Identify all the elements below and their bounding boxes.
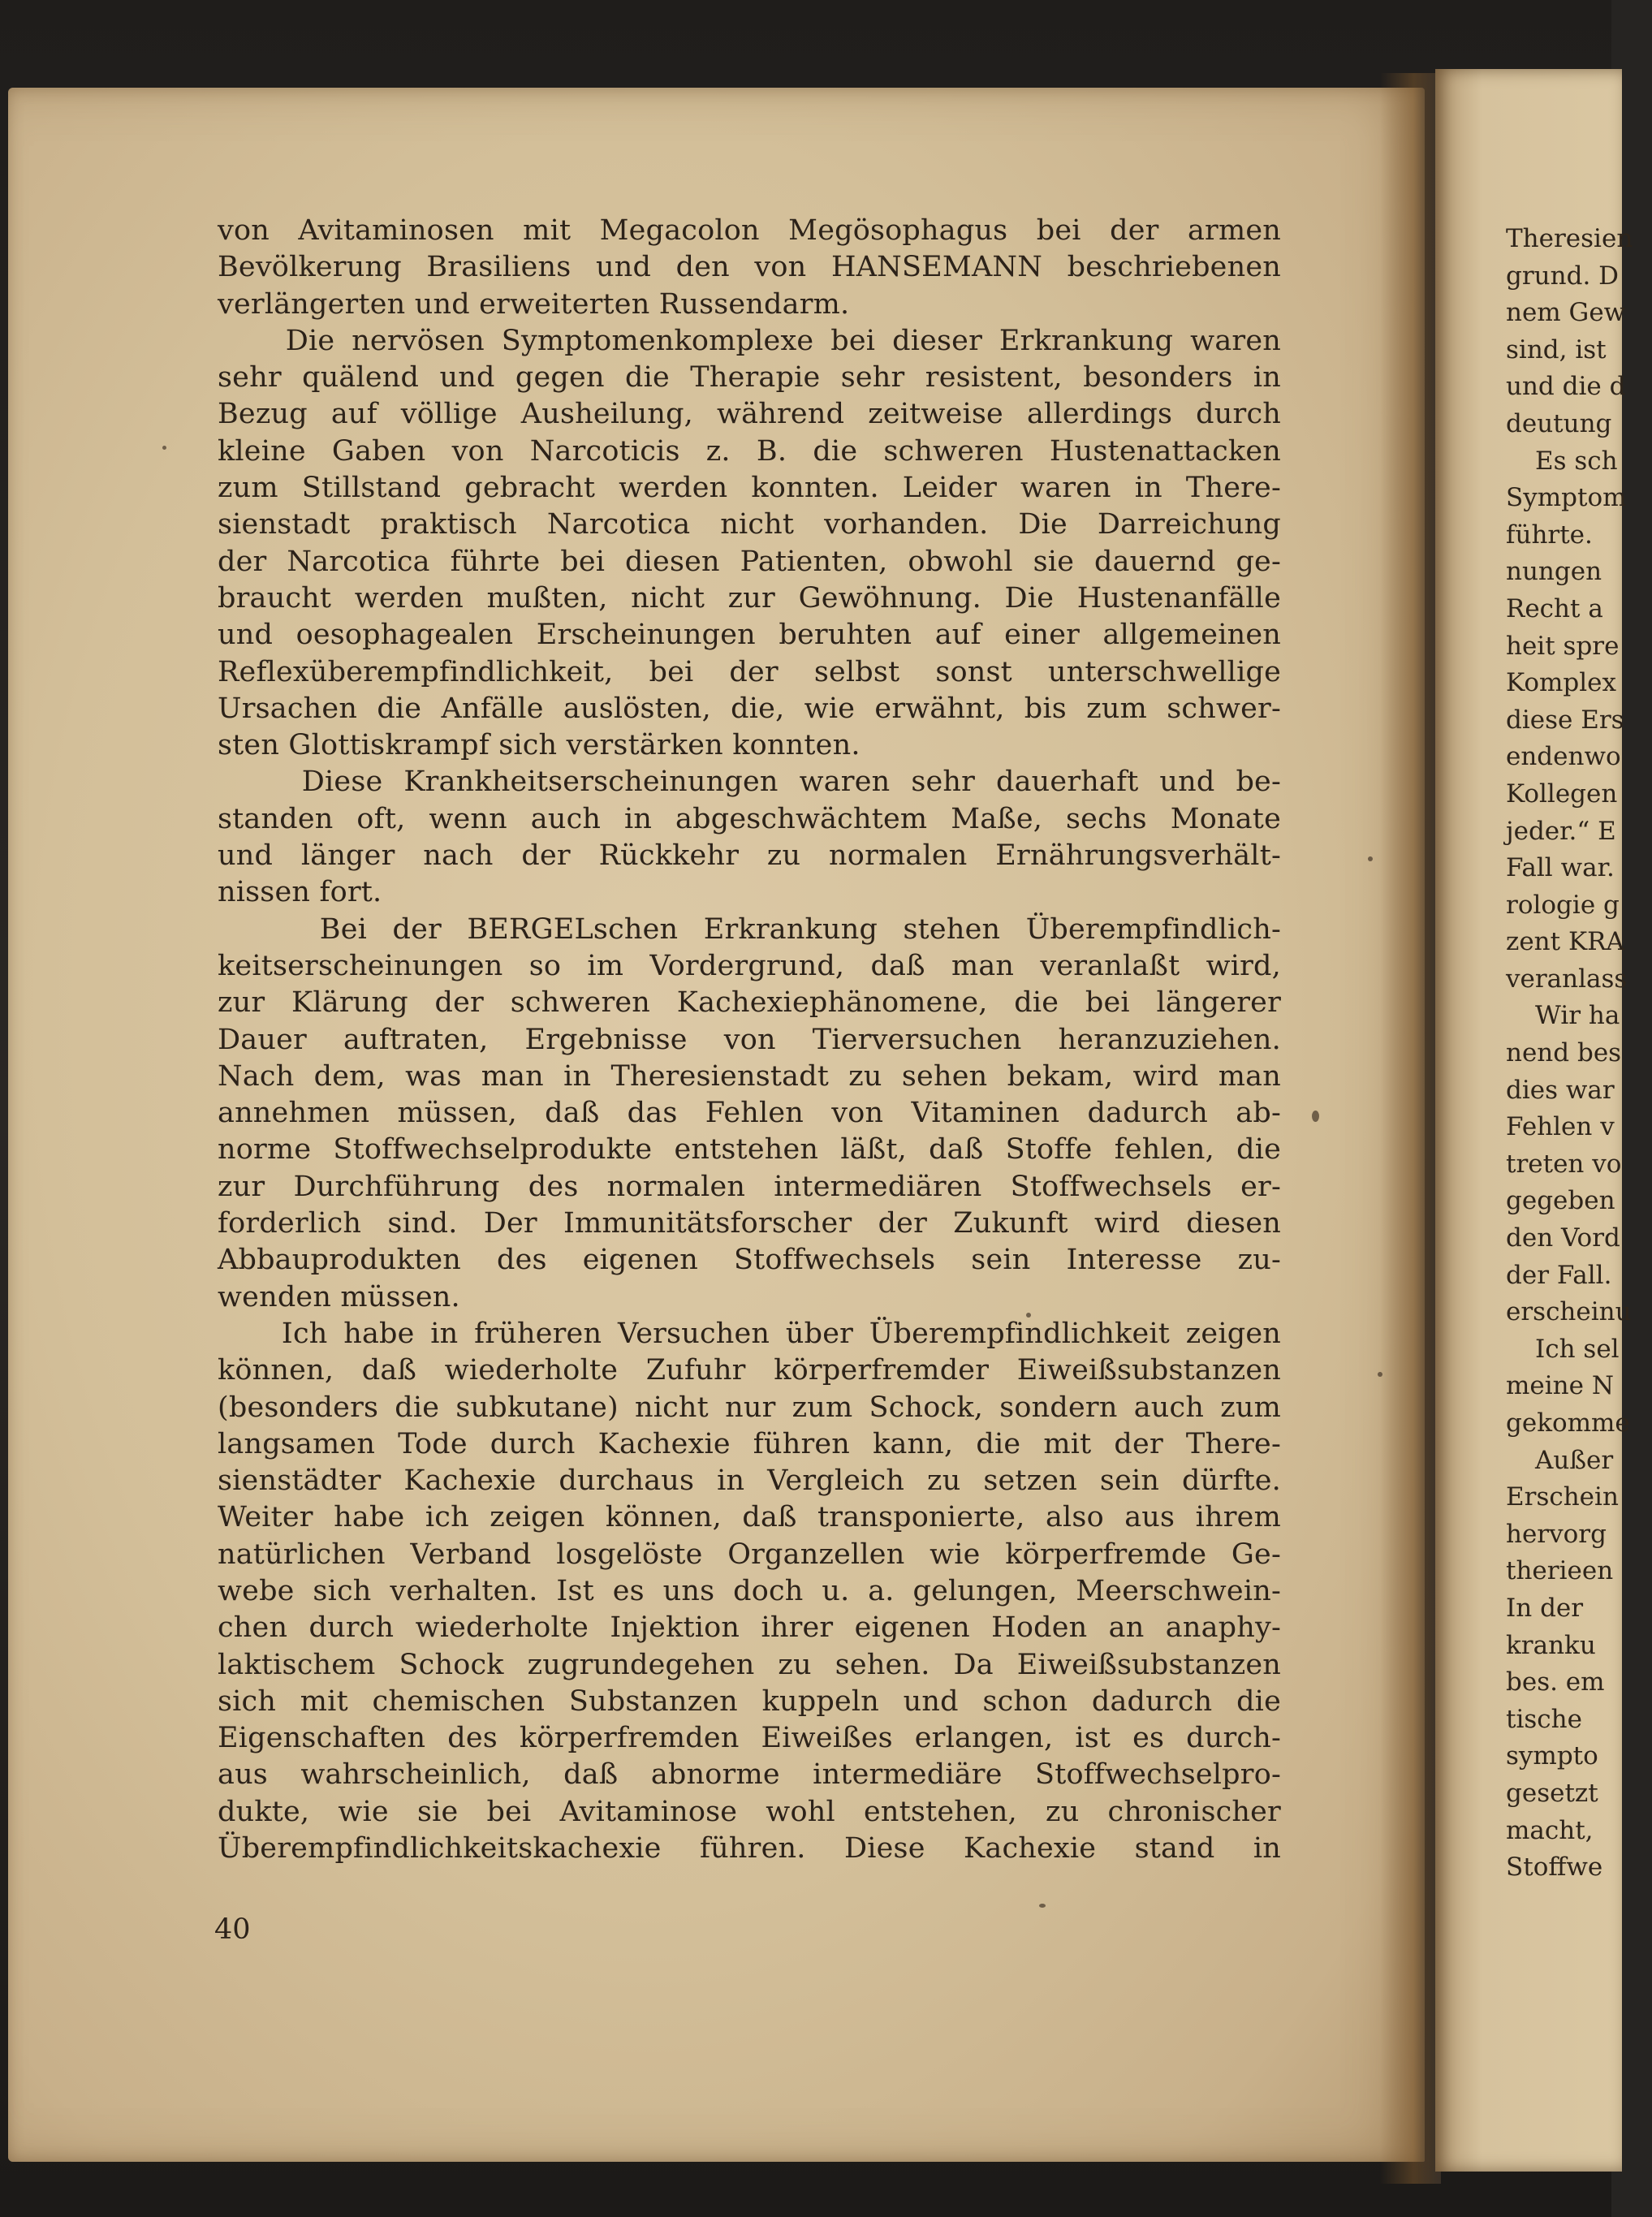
text-line: Bei der BERGELschen Erkrankung stehen Überempfindlich- xyxy=(218,912,1281,946)
text-line: wenden müssen. xyxy=(218,1280,460,1313)
facing-page-line: grund. D xyxy=(1506,261,1620,291)
paper-speck xyxy=(1368,856,1373,861)
text-line: Bevölkerung Brasiliens und den von HANSEMANN beschriebenen xyxy=(218,251,1281,284)
text-line: der Narcotica führte bei diesen Patienten, obwohl sie dauernd ge- xyxy=(218,545,1281,578)
text-line: und länger nach der Rückkehr zu normalen Ernährungsverhält- xyxy=(218,839,1281,873)
text-line: norme Stoffwechselprodukte entstehen läßt, daß Stoffe fehlen, die xyxy=(218,1133,1281,1167)
facing-page-line: den Vord xyxy=(1506,1223,1620,1253)
facing-page-line: Außer xyxy=(1535,1445,1614,1475)
text-line: annehmen müssen, daß das Fehlen von Vitaminen dadurch ab- xyxy=(218,1097,1281,1130)
main-text-block xyxy=(218,213,1281,1867)
facing-page-line: jeder.“ E xyxy=(1506,816,1616,846)
facing-page-line: zent KRA xyxy=(1506,927,1624,957)
facing-page-line: der Fall. xyxy=(1506,1260,1612,1290)
text-line: Die nervösen Symptomenkomplexe bei dieser Erkrankung waren xyxy=(218,324,1281,357)
text-line: zur Klärung der schweren Kachexiephänomene, die bei längerer xyxy=(218,986,1281,1020)
text-line: nissen fort. xyxy=(218,876,382,909)
text-line: Eigenschaften des körperfremden Eiweißes erlangen, ist es durch- xyxy=(218,1722,1281,1755)
facing-page-line: meine N xyxy=(1506,1371,1614,1401)
page-number: 40 xyxy=(214,1913,251,1946)
text-line: Weiter habe ich zeigen können, daß transponierte, also aus ihrem xyxy=(218,1501,1281,1534)
facing-page-line: nungen xyxy=(1506,557,1602,587)
text-line: standen oft, wenn auch in abgeschwächtem Maße, sechs Monate xyxy=(218,802,1281,835)
facing-page-line: gesetzt xyxy=(1506,1778,1598,1808)
text-line: sich mit chemischen Substanzen kuppeln und schon dadurch die xyxy=(218,1684,1281,1718)
facing-page-line: Stoffwe xyxy=(1506,1853,1603,1883)
text-line: laktischem Schock zugrundegehen zu sehen. Da Eiweißsubstanzen xyxy=(218,1648,1281,1681)
facing-page-line: bes. em xyxy=(1506,1667,1605,1697)
facing-page-line: gegeben xyxy=(1506,1186,1615,1216)
facing-page-line: Fall war. xyxy=(1506,853,1615,883)
facing-page-line: gekomme xyxy=(1506,1408,1630,1438)
text-line: Ich habe in früheren Versuchen über Überempfindlichkeit zeigen xyxy=(218,1317,1281,1350)
facing-page-line: deutung xyxy=(1506,408,1612,438)
facing-page-line: In der xyxy=(1506,1593,1584,1623)
facing-page-line: nem Gew xyxy=(1506,298,1626,328)
facing-page-line: therieen xyxy=(1506,1556,1614,1586)
text-line: sten Glottiskrampf sich verstärken konnten. xyxy=(218,729,861,762)
facing-page-line: treten vo xyxy=(1506,1149,1622,1179)
facing-page-line: führte. xyxy=(1506,520,1593,550)
book-gutter xyxy=(1380,73,1441,2184)
facing-page-line: Es sch xyxy=(1535,446,1618,476)
text-line: natürlichen Verband losgelöste Organzellen wie körperfremde Ge- xyxy=(218,1538,1281,1571)
facing-page-line: und die d xyxy=(1506,372,1626,402)
facing-page-line: endenwo xyxy=(1506,742,1621,772)
facing-page-line: kranku xyxy=(1506,1630,1596,1660)
facing-page-line: diese Ers xyxy=(1506,705,1624,735)
text-line: chen durch wiederholte Injektion ihrer eigenen Hoden an anaphy- xyxy=(218,1611,1281,1645)
text-line: sehr quälend und gegen die Therapie sehr resistent, besonders in xyxy=(218,361,1281,395)
text-line: können, daß wiederholte Zufuhr körperfremder Eiweißsubstanzen xyxy=(218,1354,1281,1387)
facing-page-line: Wir ha xyxy=(1535,1001,1620,1031)
facing-page-line: veranlass xyxy=(1506,964,1628,994)
text-line: forderlich sind. Der Immunitätsforscher der Zukunft wird diesen xyxy=(218,1207,1281,1240)
text-line: langsamen Tode durch Kachexie führen kann, die mit der There- xyxy=(218,1427,1281,1460)
text-line: Dauer auftraten, Ergebnisse von Tierversuchen heranzuziehen. xyxy=(218,1023,1281,1056)
paper-speck xyxy=(162,446,166,450)
facing-page-line: Symptom xyxy=(1506,483,1627,513)
text-line: zur Durchführung des normalen intermediären Stoffwechsels er- xyxy=(218,1170,1281,1203)
text-line: von Avitaminosen mit Megacolon Megösophagus bei der armen xyxy=(218,214,1281,247)
text-line: (besonders die subkutane) nicht nur zum Schock, sondern auch zum xyxy=(218,1391,1281,1424)
facing-page-line: hervorg xyxy=(1506,1519,1607,1549)
paper-speck xyxy=(1312,1111,1319,1122)
facing-page-line: sind, ist xyxy=(1506,334,1607,364)
paper-speck xyxy=(1378,1372,1382,1377)
text-line: Überempfindlichkeitskachexie führen. Diese Kachexie stand in xyxy=(218,1832,1281,1865)
facing-page-line: dies war xyxy=(1506,1075,1615,1105)
facing-page-line: Ich sel xyxy=(1535,1334,1620,1364)
text-line: webe sich verhalten. Ist es uns doch u. a. gelungen, Meerschwein- xyxy=(218,1574,1281,1607)
facing-page-line: Erschein xyxy=(1506,1482,1619,1512)
facing-page-line: Recht a xyxy=(1506,593,1603,623)
text-line: aus wahrscheinlich, daß abnorme intermediäre Stoffwechselpro- xyxy=(218,1758,1281,1792)
text-line: Nach dem, was man in Theresienstadt zu sehen bekam, wird man xyxy=(218,1059,1281,1093)
text-line: Abbauprodukten des eigenen Stoffwechsels sein Interesse zu- xyxy=(218,1244,1281,1277)
text-line: und oesophagealen Erscheinungen beruhten auf einer allgemeinen xyxy=(218,619,1281,652)
facing-page-line: Kollegen xyxy=(1506,779,1618,809)
text-line: Diese Krankheitserscheinungen waren sehr dauerhaft und be- xyxy=(218,766,1281,799)
text-line: Ursachen die Anfälle auslösten, die, wie erwähnt, bis zum schwer- xyxy=(218,692,1281,725)
facing-page-line: macht, xyxy=(1506,1815,1594,1845)
facing-page-line: heit spre xyxy=(1506,631,1620,661)
text-line: zum Stillstand gebracht werden konnten. Leider waren in There- xyxy=(218,472,1281,505)
facing-page-line: Theresien xyxy=(1506,224,1633,253)
text-line: verlängerten und erweiterten Russendarm. xyxy=(218,287,850,321)
facing-page-line: nend bes xyxy=(1506,1038,1622,1068)
paper-speck xyxy=(1026,1313,1031,1318)
facing-page-line: tische xyxy=(1506,1704,1582,1734)
facing-page-line: Fehlen v xyxy=(1506,1112,1615,1142)
paper-speck xyxy=(1039,1904,1046,1908)
text-line: dukte, wie sie bei Avitaminose wohl entstehen, zu chronischer xyxy=(218,1795,1281,1828)
text-line: Reflexüberempfindlichkeit, bei der selbst sonst unterschwellige xyxy=(218,655,1281,688)
facing-page-line: rologie g xyxy=(1506,890,1620,920)
text-line: sienstadt praktisch Narcotica nicht vorhanden. Die Darreichung xyxy=(218,508,1281,541)
text-line: sienstädter Kachexie durchaus in Vergleich zu setzen sein dürfte. xyxy=(218,1464,1281,1498)
text-line: braucht werden mußten, nicht zur Gewöhnung. Die Hustenanfälle xyxy=(218,581,1281,615)
facing-page-line: erscheinu xyxy=(1506,1297,1632,1327)
text-line: keitserscheinungen so im Vordergrund, daß man veranlaßt wird, xyxy=(218,949,1281,982)
text-line: kleine Gaben von Narcoticis z. B. die schweren Hustenattacken xyxy=(218,434,1281,468)
facing-page-line: Komplex xyxy=(1506,668,1616,698)
text-line: Bezug auf völlige Ausheilung, während zeitweise allerdings durch xyxy=(218,398,1281,431)
facing-page-text xyxy=(1506,221,1652,1887)
facing-page-line: sympto xyxy=(1506,1741,1598,1771)
